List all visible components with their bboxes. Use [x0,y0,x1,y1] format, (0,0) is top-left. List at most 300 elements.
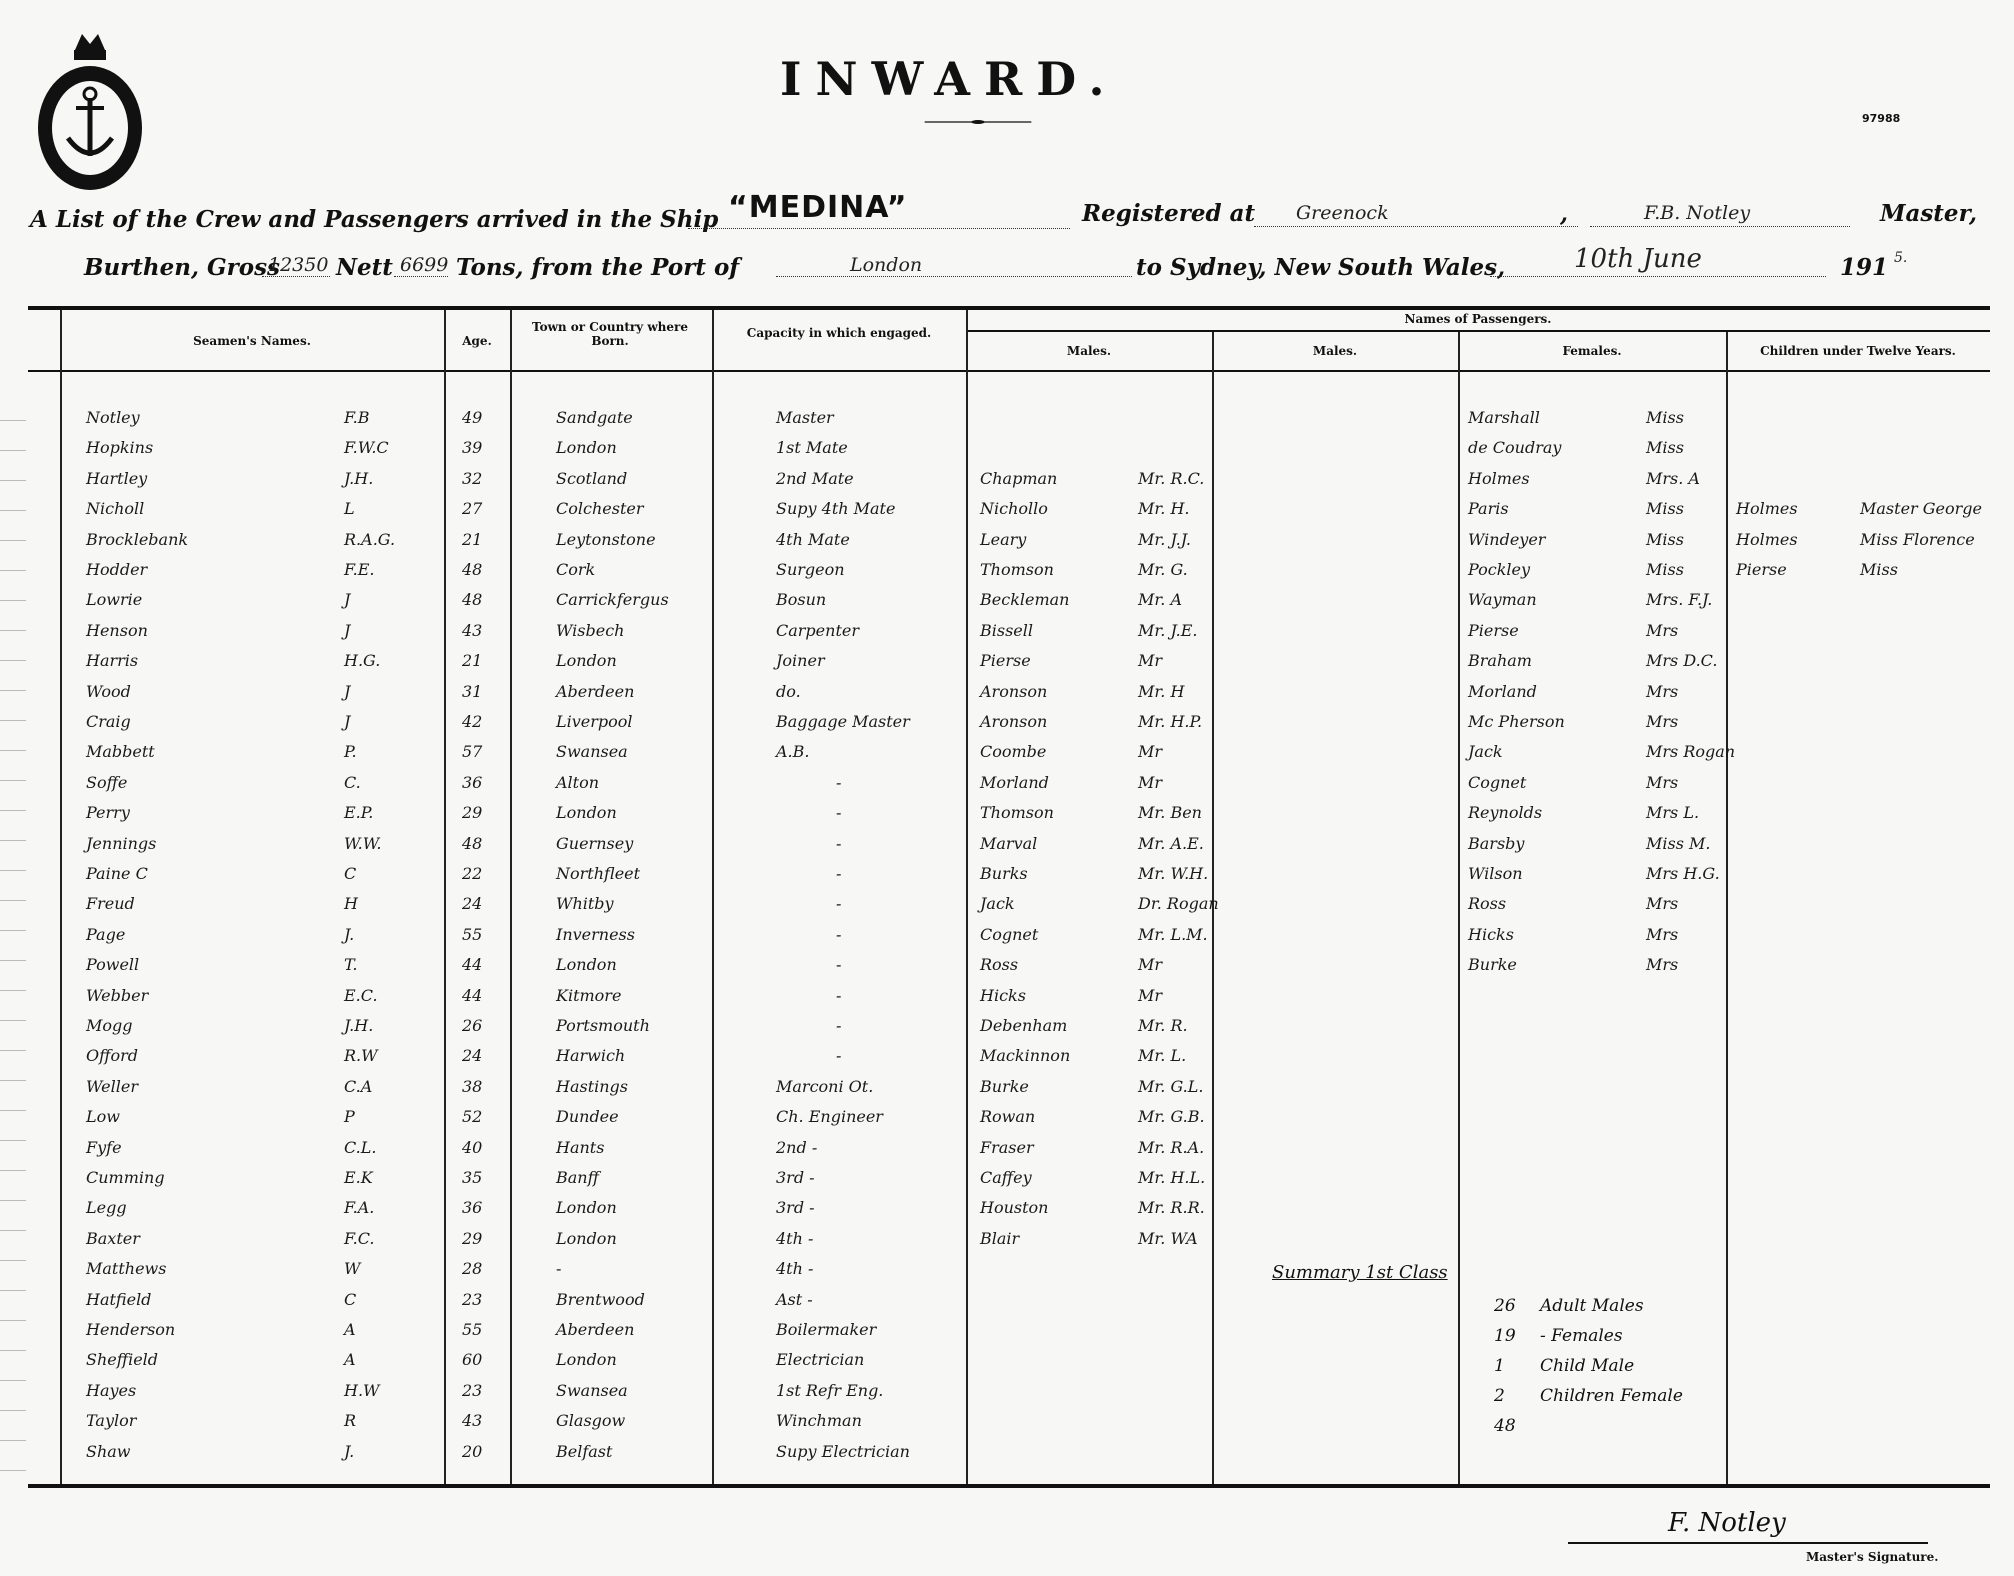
col-divider [966,310,968,1484]
crew-surname: Freud [86,894,135,913]
margin-rule [0,960,26,961]
crew-birthplace: London [556,438,617,457]
crew-birthplace: Liverpool [556,712,633,731]
crew-age: 21 [462,530,483,549]
male-passenger-title: Mr. A.E. [1138,834,1204,853]
crew-capacity: Master [776,408,834,427]
crew-surname: Perry [86,803,130,822]
crew-capacity: Winchman [776,1411,862,1430]
crew-initials: C.L. [344,1138,377,1157]
gross-tonnage: 12350 [268,254,329,276]
crew-initials: H [344,894,358,913]
summary-label: - Females [1540,1326,1623,1346]
crew-surname: Taylor [86,1411,137,1430]
crew-capacity: - [836,1016,842,1035]
crew-surname: Shaw [86,1442,131,1461]
crew-age: 55 [462,1320,483,1339]
header-town: Town or Country where Born. [532,320,688,348]
male-passenger-name: Jack [980,894,1015,913]
crew-capacity: Carpenter [776,621,859,640]
crew-capacity: Bosun [776,590,827,609]
crew-surname: Wood [86,682,131,701]
margin-rule [0,1050,26,1051]
female-passenger-name: Burke [1468,955,1517,974]
crew-birthplace: Aberdeen [556,682,635,701]
header-age: Age. [462,334,492,348]
crew-birthplace: London [556,803,617,822]
anchor-seal-icon [30,20,150,190]
female-passenger-name: Pockley [1468,560,1531,579]
crew-age: 28 [462,1259,483,1278]
crew-initials: R.W [344,1046,378,1065]
crew-surname: Low [86,1107,120,1126]
male-passenger-title: Mr. H.L. [1138,1168,1206,1187]
crew-birthplace: Inverness [556,925,635,944]
crew-initials: L [344,499,355,518]
crew-surname: Henson [86,621,148,640]
crew-surname: Paine C [86,864,148,883]
summary-label: Children Female [1540,1386,1683,1406]
crew-birthplace: Leytonstone [556,530,656,549]
female-passenger-name: Wilson [1468,864,1523,883]
crew-birthplace: London [556,955,617,974]
female-passenger-title: Mrs [1646,682,1679,701]
male-passenger-name: Nichollo [980,499,1048,518]
crew-capacity: Supy 4th Mate [776,499,896,518]
male-passenger-title: Mr. J.E. [1138,621,1198,640]
crew-capacity: - [836,925,842,944]
master-label: Master, [1880,200,1978,227]
male-passenger-title: Mr [1138,651,1163,670]
crew-age: 48 [462,590,483,609]
margin-rule [0,870,26,871]
margin-rule [0,630,26,631]
crew-surname: Jennings [86,834,157,853]
female-passenger-name: Jack [1468,742,1503,761]
crew-capacity: 2nd Mate [776,469,854,488]
page-title: INWARD. [780,52,1119,106]
female-passenger-name: Morland [1468,682,1537,701]
crew-surname: Powell [86,955,140,974]
crew-surname: Sheffield [86,1350,159,1369]
female-passenger-title: Mrs. F.J. [1646,590,1713,609]
crew-surname: Hartley [86,469,148,488]
destination-label: to Sydney, New South Wales, [1136,254,1506,281]
crew-capacity: - [836,803,842,822]
crew-age: 57 [462,742,483,761]
female-passenger-name: Cognet [1468,773,1527,792]
crew-surname: Weller [86,1077,138,1096]
male-passenger-name: Morland [980,773,1049,792]
crew-birthplace: Aberdeen [556,1320,635,1339]
margin-rule [0,570,26,571]
crew-birthplace: Hastings [556,1077,629,1096]
male-passenger-name: Blair [980,1229,1020,1248]
crew-age: 43 [462,621,483,640]
male-passenger-name: Bissell [980,621,1033,640]
female-passenger-name: Ross [1468,894,1507,913]
crew-surname: Henderson [86,1320,176,1339]
margin-rule [0,1380,26,1381]
male-passenger-name: Coombe [980,742,1047,761]
female-passenger-name: Marshall [1468,408,1540,427]
crew-age: 55 [462,925,483,944]
male-passenger-title: Mr [1138,955,1163,974]
female-passenger-name: Barsby [1468,834,1525,853]
crew-age: 29 [462,803,483,822]
crew-age: 52 [462,1107,483,1126]
year-suffix: 5. [1894,250,1908,266]
female-passenger-name: Wayman [1468,590,1537,609]
crew-capacity: - [836,986,842,1005]
crew-initials: C [344,864,357,883]
crew-birthplace: London [556,1350,617,1369]
margin-rule [0,1080,26,1081]
male-passenger-name: Marval [980,834,1038,853]
crew-age: 44 [462,955,483,974]
summary-count: 26 [1494,1296,1516,1316]
crew-age: 24 [462,894,483,913]
female-passenger-name: Braham [1468,651,1532,670]
nett-line [394,276,448,277]
crew-capacity: - [836,773,842,792]
female-passenger-title: Mrs [1646,925,1679,944]
crew-birthplace: Banff [556,1168,599,1187]
title-ornament [898,120,1058,124]
table-top-rule [28,306,1990,310]
crew-capacity: 4th Mate [776,530,850,549]
crew-initials: P. [344,742,357,761]
crew-birthplace: Northfleet [556,864,641,883]
summary-count: 19 [1494,1326,1516,1346]
male-passenger-name: Debenham [980,1016,1068,1035]
crew-initials: F.B [344,408,370,427]
margin-rule [0,990,26,991]
crew-birthplace: Wisbech [556,621,625,640]
child-name: Holmes [1736,499,1798,518]
female-passenger-name: Paris [1468,499,1509,518]
male-passenger-name: Cognet [980,925,1039,944]
crew-age: 22 [462,864,483,883]
female-passenger-title: Mrs [1646,894,1679,913]
male-passenger-title: Mr. G.L. [1138,1077,1204,1096]
margin-rule [0,930,26,931]
crew-age: 27 [462,499,483,518]
master-line [1590,226,1850,227]
burthen-label: Burthen, Gross [84,254,280,281]
crew-birthplace: London [556,651,617,670]
crew-surname: Webber [86,986,149,1005]
crew-capacity: Joiner [776,651,825,670]
col-divider [444,310,446,1484]
male-passenger-name: Pierse [980,651,1031,670]
child-title: Miss Florence [1860,530,1975,549]
signature-label: Master's Signature. [1806,1550,1939,1564]
crew-surname: Nicholl [86,499,145,518]
crew-age: 44 [462,986,483,1005]
female-passenger-title: Mrs [1646,955,1679,974]
crew-birthplace: Alton [556,773,600,792]
margin-rule [0,1320,26,1321]
child-title: Master George [1860,499,1983,518]
crew-birthplace: Sandgate [556,408,633,427]
crew-age: 31 [462,682,483,701]
margin-rule [0,690,26,691]
crew-capacity: Electrician [776,1350,865,1369]
crew-initials: C. [344,773,361,792]
crew-birthplace: Brentwood [556,1290,645,1309]
male-passenger-title: Mr. G. [1138,560,1188,579]
crew-capacity: 3rd - [776,1198,815,1217]
crew-birthplace: Belfast [556,1442,613,1461]
col-divider [712,310,714,1484]
crew-birthplace: London [556,1229,617,1248]
crew-age: 23 [462,1290,483,1309]
female-passenger-title: Miss [1646,530,1684,549]
margin-rule [0,1290,26,1291]
header-capacity: Capacity in which engaged. [746,326,932,340]
gross-line [262,276,330,277]
crew-birthplace: Scotland [556,469,628,488]
crew-initials: W [344,1259,361,1278]
female-passenger-title: Mrs. A [1646,469,1700,488]
male-passenger-name: Ross [980,955,1019,974]
margin-rule [0,450,26,451]
margin-rule [0,1350,26,1351]
male-passenger-title: Mr. R.C. [1138,469,1205,488]
female-passenger-title: Miss [1646,438,1684,457]
crew-age: 40 [462,1138,483,1157]
margin-rule [0,1230,26,1231]
crew-capacity: - [836,1046,842,1065]
crew-capacity: - [836,955,842,974]
crew-capacity: 1st Mate [776,438,848,457]
male-passenger-title: Mr. H.P. [1138,712,1203,731]
crew-age: 24 [462,1046,483,1065]
female-passenger-title: Mrs [1646,712,1679,731]
male-passenger-title: Mr. H. [1138,499,1190,518]
crew-capacity: 3rd - [776,1168,815,1187]
crew-initials: J. [344,1442,355,1461]
male-passenger-title: Mr. R. [1138,1016,1188,1035]
crew-capacity: - [836,834,842,853]
crew-capacity: Ast - [776,1290,813,1309]
margin-rule [0,720,26,721]
margin-rule [0,810,26,811]
summary-count: 48 [1494,1416,1516,1436]
crew-birthplace: Guernsey [556,834,634,853]
crew-age: 49 [462,408,483,427]
crew-birthplace: Dundee [556,1107,619,1126]
crew-capacity: Baggage Master [776,712,910,731]
registered-port: Greenock [1296,202,1389,224]
crew-surname: Harris [86,651,139,670]
crew-birthplace: Portsmouth [556,1016,650,1035]
crew-initials: C.A [344,1077,373,1096]
summary-label: Child Male [1540,1356,1635,1376]
crew-capacity: Supy Electrician [776,1442,910,1461]
female-passenger-title: Mrs Rogan [1646,742,1736,761]
male-passenger-name: Beckleman [980,590,1070,609]
crew-age: 20 [462,1442,483,1461]
crew-birthplace: Cork [556,560,596,579]
crew-initials: F.W.C [344,438,389,457]
male-passenger-title: Mr. A [1138,590,1182,609]
margin-rule [0,1200,26,1201]
crew-initials: R.A.G. [344,530,396,549]
crew-capacity: - [836,864,842,883]
summary-count: 2 [1494,1386,1505,1406]
crew-initials: A [344,1350,356,1369]
departure-port: London [850,254,923,276]
crew-capacity: do. [776,682,801,701]
margin-rule [0,660,26,661]
margin-rule [0,480,26,481]
crew-initials: C [344,1290,357,1309]
crew-surname: Hodder [86,560,148,579]
crew-age: 32 [462,469,483,488]
crew-initials: F.C. [344,1229,375,1248]
male-passenger-title: Mr. J.J. [1138,530,1191,549]
child-name: Holmes [1736,530,1798,549]
crew-age: 38 [462,1077,483,1096]
crew-initials: W.W. [344,834,382,853]
crew-age: 21 [462,651,483,670]
female-passenger-title: Miss [1646,499,1684,518]
female-passenger-title: Miss [1646,408,1684,427]
female-passenger-name: de Coudray [1468,438,1562,457]
crew-birthplace: London [556,1198,617,1217]
crew-initials: R [344,1411,357,1430]
crew-age: 35 [462,1168,483,1187]
crew-initials: J [344,682,351,701]
crew-surname: Hatfield [86,1290,152,1309]
crew-surname: Legg [86,1198,127,1217]
ship-name-line [688,228,1070,229]
male-passenger-title: Mr. Ben [1138,803,1202,822]
crew-capacity: Ch. Engineer [776,1107,883,1126]
margin-rule [0,780,26,781]
table-bottom-rule [28,1484,1990,1488]
margin-rule [0,1140,26,1141]
crew-birthplace: Whitby [556,894,614,913]
form-number: 97988 [1862,112,1901,125]
male-passenger-name: Rowan [980,1107,1036,1126]
crew-surname: Hayes [86,1381,137,1400]
margin-rule [0,1110,26,1111]
crew-initials: E.P. [344,803,374,822]
crew-age: 48 [462,560,483,579]
female-passenger-name: Hicks [1468,925,1514,944]
crew-initials: J [344,621,351,640]
female-passenger-title: Mrs D.C. [1646,651,1718,670]
header-seamen: Seamen's Names. [193,334,311,348]
male-passenger-name: Mackinnon [980,1046,1071,1065]
date-line [1490,276,1826,277]
year-prefix: 191 [1840,254,1889,281]
margin-rule [0,420,26,421]
female-passenger-title: Miss [1646,560,1684,579]
crew-birthplace: Harwich [556,1046,626,1065]
female-passenger-name: Mc Pherson [1468,712,1565,731]
male-passenger-title: Dr. Rogan [1138,894,1219,913]
header-divider [28,370,1990,372]
crew-initials: E.C. [344,986,378,1005]
nett-tonnage: 6699 [400,254,449,276]
crew-initials: H.W [344,1381,380,1400]
crew-birthplace: Glasgow [556,1411,626,1430]
male-passenger-name: Caffey [980,1168,1032,1187]
margin-rule [0,540,26,541]
margin-rule [0,1440,26,1441]
male-passenger-name: Aronson [980,712,1048,731]
summary-title: Summary 1st Class [1272,1262,1448,1283]
crew-birthplace: - [556,1259,562,1278]
crew-age: 29 [462,1229,483,1248]
female-passenger-title: Mrs [1646,621,1679,640]
margin-rule [0,1260,26,1261]
male-passenger-title: Mr [1138,986,1163,1005]
crew-initials: J [344,590,351,609]
female-passenger-name: Windeyer [1468,530,1546,549]
crew-age: 43 [462,1411,483,1430]
male-passenger-name: Leary [980,530,1027,549]
margin-rule [0,1470,26,1471]
female-passenger-name: Holmes [1468,469,1530,488]
master-name: F.B. Notley [1644,202,1751,224]
crew-initials: T. [344,955,358,974]
passenger-subheader-rule [968,330,1990,332]
crew-surname: Mabbett [86,742,155,761]
nett-label: Nett [336,254,393,281]
crew-initials: F.E. [344,560,375,579]
crew-capacity: 4th - [776,1229,814,1248]
crew-initials: J.H. [344,469,374,488]
arrival-date: 10th June [1574,244,1702,274]
crew-birthplace: Swansea [556,1381,628,1400]
crew-surname: Fyfe [86,1138,122,1157]
port-line [776,276,1132,277]
female-passenger-title: Miss M. [1646,834,1711,853]
male-passenger-name: Fraser [980,1138,1034,1157]
crew-age: 60 [462,1350,483,1369]
male-passenger-title: Mr. R.R. [1138,1198,1205,1217]
male-passenger-name: Houston [980,1198,1049,1217]
crew-surname: Cumming [86,1168,165,1187]
male-passenger-name: Chapman [980,469,1058,488]
col-divider [60,310,62,1484]
male-passenger-name: Hicks [980,986,1026,1005]
ship-name: “MEDINA” [728,190,908,225]
male-passenger-title: Mr. WA [1138,1229,1198,1248]
crew-birthplace: Colchester [556,499,644,518]
crew-age: 39 [462,438,483,457]
signature-line [1568,1542,1928,1544]
margin-rule [0,600,26,601]
margin-rule [0,1170,26,1171]
tons-label: Tons, from the Port of [456,254,740,281]
male-passenger-name: Burke [980,1077,1029,1096]
male-passenger-title: Mr. W.H. [1138,864,1209,883]
crew-surname: Lowrie [86,590,143,609]
crew-initials: P [344,1107,355,1126]
col-divider [1458,332,1460,1484]
crew-surname: Mogg [86,1016,133,1035]
crew-surname: Matthews [86,1259,167,1278]
crew-birthplace: Kitmore [556,986,622,1005]
female-passenger-title: Mrs L. [1646,803,1700,822]
margin-rule [0,840,26,841]
